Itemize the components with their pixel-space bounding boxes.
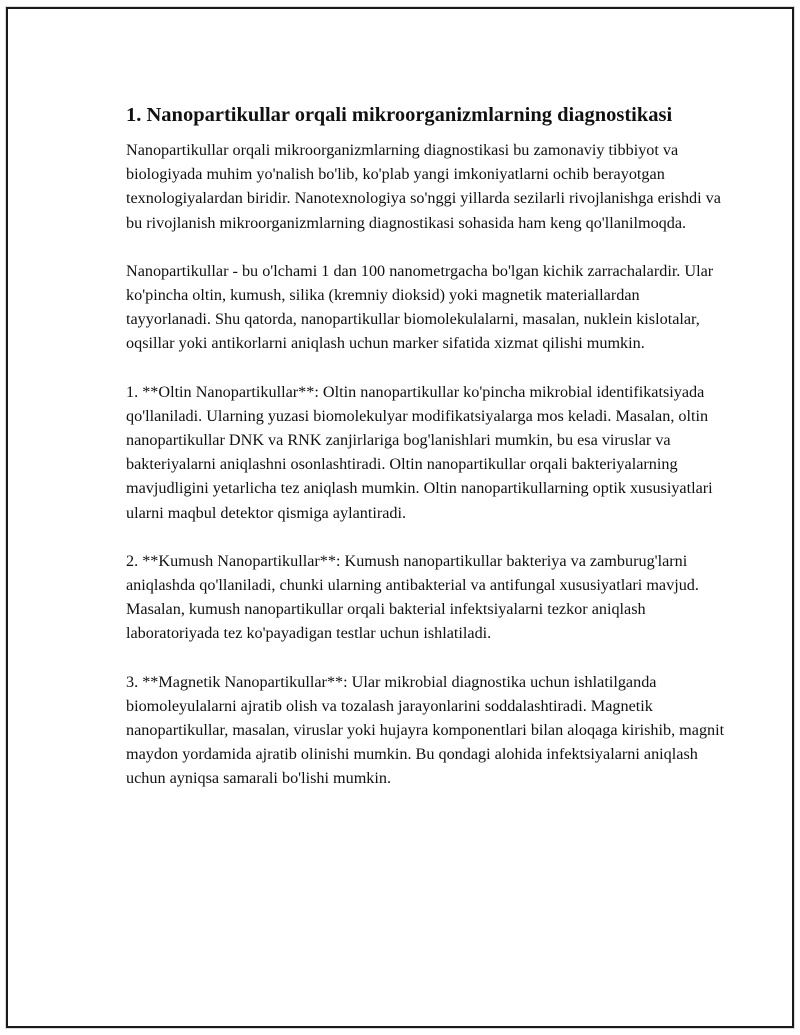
paragraph-silver-nanoparticles: 2. **Kumush Nanopartikullar**: Kumush nanopartikullar bakteriya va zamburug'larni aniqlashda qo'llaniladi, chunki ularning antibakterial va antifungal xususiyatlari mavjud. Masalan, kumush nanopartikullar orqali bakterial infektsiyalarni tezkor aniqlash laboratoriyada tez ko'payadigan testlar uchun ishlatiladi. xyxy=(126,551,699,643)
paragraph-definition: Nanopartikullar - bu o'lchami 1 dan 100 nanometrgacha bo'lgan kichik zarrachalardir. Ular ko'pincha oltin, kumush, silika (kremniy dioksid) yoki magnetik materiallardan tayyorlanadi. Shu qatorda, nanopartikullar biomolekulalarni, masalan, nuklein kislotalar, oqsillar yoki antikorlarni aniqlash uchun marker sifatida xizmat qilishi mumkin. xyxy=(126,261,714,353)
paragraph-intro: Nanopartikullar orqali mikroorganizmlarning diagnostikasi bu zamonaviy tibbiyot va biologiyada muhim yo'nalish bo'lib, ko'plab yangi imkoniyatlarni ochib berayotgan texnologiyalardan biridir. Nanotexnologiya so'nggi yillarda sezilarli rivojlanishga erishdi va bu rivojlanish mikroorganizmlarning diagnostikasi sohasida ham keng qo'llanilmoqda. xyxy=(126,141,721,232)
paragraph-gold-nanoparticles: 1. **Oltin Nanopartikullar**: Oltin nanopartikullar ko'pincha mikrobial identifikatsiyada qo'llaniladi. Ularning yuzasi biomolekulyar modifikatsiyalarga mos keladi. Masalan, oltin nanopartikullar DNK va RNK zanjirlariga bog'lanishlari mumkin, bu esa viruslar va bakteriyalarni aniqlashni osonlashtiradi. Oltin nanopartikullar orqali bakteriyalarning mavjudligini yetarlicha tez aniqlash mumkin. Oltin nanopartikullarning optik xususiyatlari ularni maqbul detektor qismiga aylantiradi. xyxy=(126,382,713,522)
section-heading: 1. Nanopartikullar orqali mikroorganizmlarning diagnostikasi xyxy=(126,104,673,126)
page-frame xyxy=(6,7,794,1028)
document-body xyxy=(126,102,726,815)
paragraph-magnetic-nanoparticles: 3. **Magnetik Nanopartikullar**: Ular mikrobial diagnostika uchun ishlatilganda biomoleyulalarni ajratib olish va tozalash jarayonlarini soddalashtiradi. Magnetik nanopartikullar, masalan, viruslar yoki hujayra komponentlari bilan aloqaga kirishib, magnit maydon yordamida ajratib olinishi mumkin. Bu qondagi alohida infektsiyalarni aniqlash uchun ayniqsa samarali bo'lishi mumkin. xyxy=(126,672,725,788)
